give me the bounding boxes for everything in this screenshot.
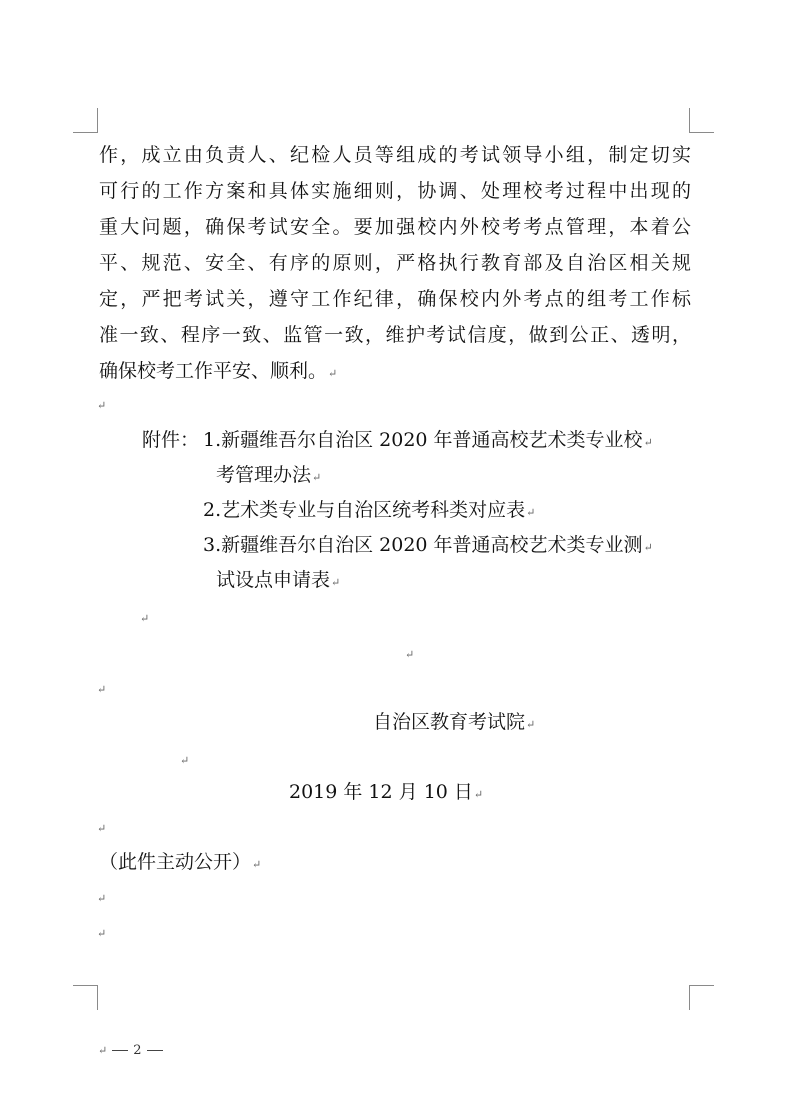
paragraph-mark-icon: ↵ [526, 718, 536, 731]
empty-paragraph-mark-icon: ↵ [97, 892, 107, 905]
paragraph-mark-icon: ↵ [526, 506, 536, 519]
paragraph-mark-icon: ↵ [252, 858, 262, 871]
paragraph-line: 作，成立由负责人、纪检人员等组成的考试领导小组，制定切实 [99, 144, 691, 166]
paragraph-mark-icon: ↵ [643, 541, 653, 554]
empty-paragraph-mark-icon: ↵ [97, 927, 107, 940]
attachments-label: 附件： [142, 429, 200, 451]
page-number [97, 1043, 168, 1058]
attachment-item-1 [203, 428, 653, 455]
page-number-dash-left [112, 1050, 128, 1051]
crop-mark-top-left [73, 108, 98, 133]
disclosure-note [99, 850, 261, 877]
signature-org-text: 自治区教育考试院 [373, 711, 526, 733]
empty-paragraph-mark-icon: ↵ [140, 612, 150, 625]
attachment-item-3 [203, 533, 653, 560]
paragraph-mark-icon: ↵ [312, 471, 322, 484]
empty-paragraph-mark-icon: ↵ [405, 648, 415, 661]
paragraph-text: 确保校考工作平安、顺利。 [99, 360, 328, 382]
empty-paragraph-mark-icon: ↵ [180, 754, 190, 767]
empty-paragraph-mark-icon: ↵ [97, 399, 107, 412]
attachment-item-2 [203, 498, 535, 525]
attachment-item-3-text-cont: 试设点申请表 [216, 569, 331, 591]
attachment-item-3-text: 3.新疆维吾尔自治区 2020 年普通高校艺术类专业测 [203, 534, 643, 556]
paragraph-mark-icon: ↵ [643, 436, 653, 449]
disclosure-note-text: （此件主动公开） [99, 851, 252, 873]
paragraph-line-last [99, 359, 337, 386]
attachment-item-1-text-cont: 考管理办法 [216, 464, 312, 486]
paragraph-line: 定，严把考试关，遵守工作纪律，确保校内外考点的组考工作标 [99, 288, 691, 310]
signature-date-text: 2019 年 12 月 10 日 [289, 781, 473, 803]
crop-mark-bottom-right [689, 985, 714, 1010]
paragraph-mark-icon: ↵ [473, 788, 484, 801]
empty-paragraph-mark-icon: ↵ [97, 822, 107, 835]
paragraph-line: 重大问题，确保考试安全。要加强校内外校考考点管理，本着公 [99, 216, 691, 238]
attachment-item-1-cont [216, 463, 321, 490]
paragraph-mark-icon: ↵ [331, 576, 341, 589]
paragraph-mark-icon: ↵ [328, 367, 338, 380]
attachment-item-3-cont [216, 568, 340, 595]
attachment-item-1-text: 1.新疆维吾尔自治区 2020 年普通高校艺术类专业校 [203, 429, 643, 451]
attachment-item-2-text: 2.艺术类专业与自治区统考科类对应表 [203, 499, 526, 521]
empty-paragraph-mark-icon: ↵ [97, 683, 107, 696]
paragraph-line: 可行的工作方案和具体实施细则，协调、处理校考过程中出现的 [99, 180, 691, 202]
paragraph-line: 准一致、程序一致、监管一致，维护考试信度，做到公正、透明， [99, 324, 691, 346]
page-number-value: 2 [133, 1043, 142, 1058]
crop-mark-bottom-left [73, 985, 98, 1010]
signature-date [289, 780, 483, 807]
page-number-dash-right [147, 1050, 163, 1051]
paragraph-mark-icon: ↵ [98, 1044, 108, 1057]
crop-mark-top-right [689, 108, 714, 133]
paragraph-line: 平、规范、安全、有序的原则，严格执行教育部及自治区相关规 [99, 252, 691, 274]
signature-org [373, 710, 535, 737]
